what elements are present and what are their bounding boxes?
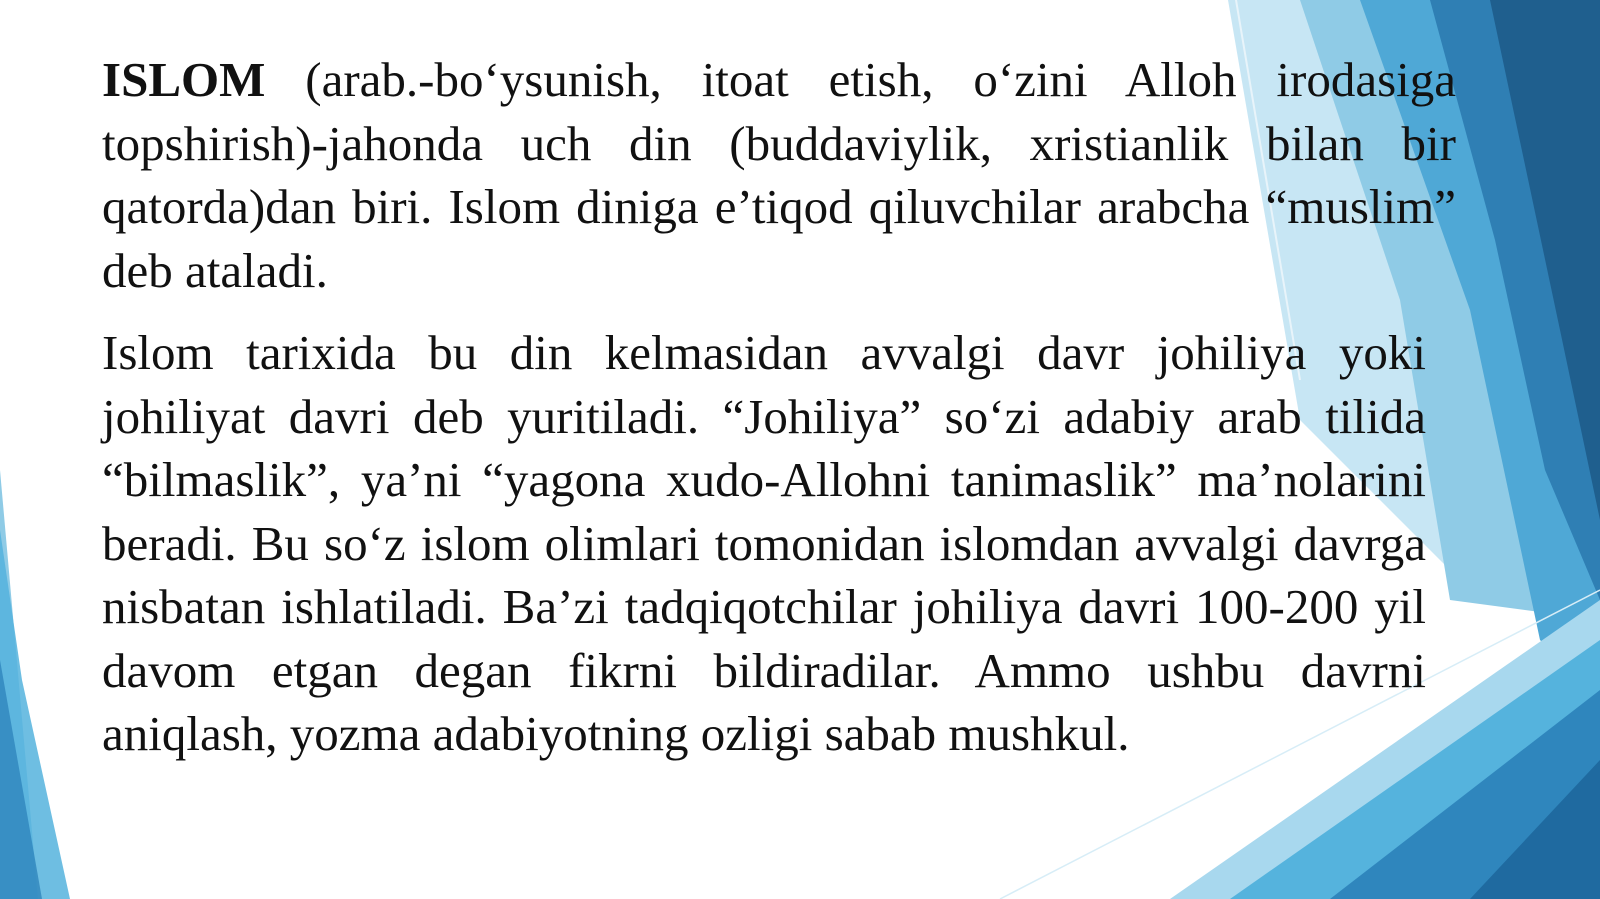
paragraph-islom-definition — [102, 48, 1456, 302]
paragraph-johiliya-text: Islom tarixida bu din kelmasidan avvalgi davr johiliya yoki johiliyat davri deb yuritiladi. “Johiliya” so‘zi adabiy arab tilida “bilmaslik”, ya’ni “yagona xudo-Allohni tanimaslik” ma’nolarini beradi. Bu so‘z islom olimlari tomonidan islomdan avvalgi davrga nisbatan ishlatiladi. Ba’zi tadqiqotchilar johiliya davri 100-200 yil davom etgan degan fikrni bildiradilar. Ammo ushbu davrni aniqlash, yozma adabiyotning ozligi sabab mushkul. — [102, 325, 1426, 761]
paragraph-islom-definition-text: (arab.-bo‘ysunish, itoat etish, o‘zini Alloh irodasiga topshirish)-jahonda uch din (buddaviylik, xristianlik bilan bir qatorda)dan biri. Islom diniga e’tiqod qiluvchilar arabcha “muslim” deb ataladi. — [102, 52, 1456, 298]
paragraph-johiliya — [102, 321, 1426, 766]
term-islom: ISLOM — [102, 52, 266, 107]
